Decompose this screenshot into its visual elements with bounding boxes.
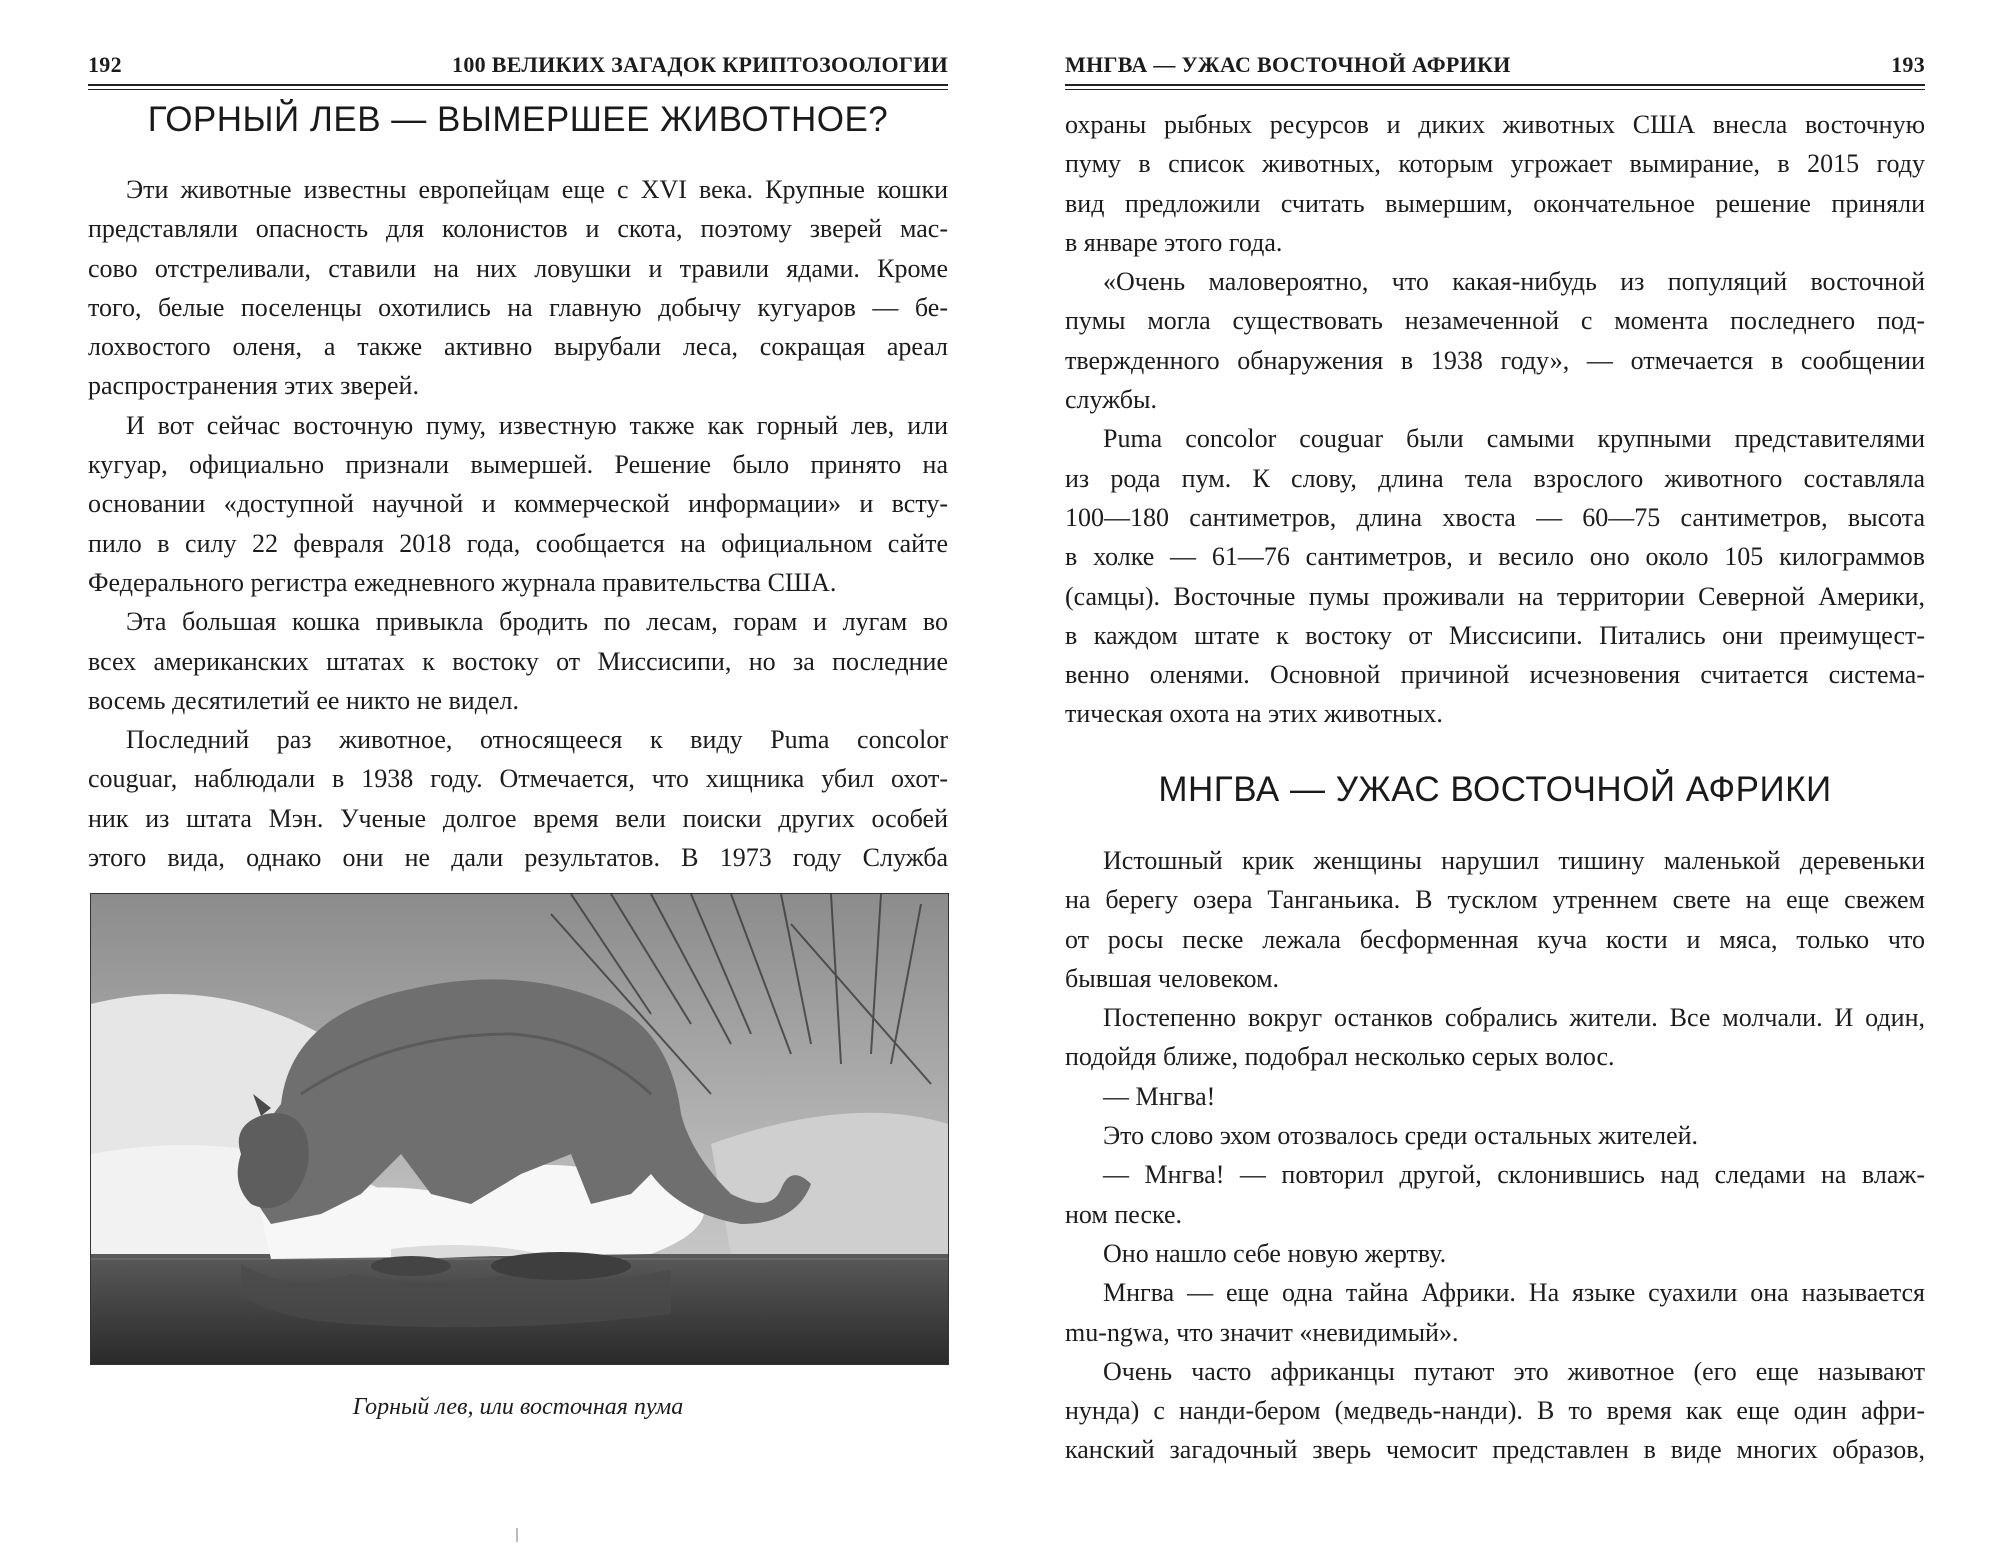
text-line: от росы песке лежала бесформенная куча кости и мяса, только что [1065, 924, 1925, 954]
text-line: Федерального регистра ежедневного журнала правительства США. [88, 567, 837, 597]
text-line: канский загадочный зверь чемосит представлен в виде многих образов, [1065, 1435, 1925, 1465]
running-head-right [1065, 48, 1925, 88]
running-title-left: 100 ВЕЛИКИХ ЗАГАДОК КРИПТОЗООЛОГИИ [452, 52, 948, 77]
header-rule-thin [88, 89, 948, 90]
text-line: Оно нашло себе новую жертву. [1103, 1238, 1447, 1268]
text-line: восемь десятилетий ее никто не видел. [88, 685, 519, 715]
text-line: представляли опасность для колонистов и скота, поэтому зверей мас- [88, 214, 948, 244]
text-line: ник из штата Мэн. Ученые долгое время вели поиски других особей [88, 803, 948, 833]
text-line: пило в силу 22 февраля 2018 года, сообщается на официальном сайте [88, 528, 948, 558]
text-line: Puma concolor couguar были самыми крупными представителями [1103, 424, 1925, 454]
text-line: из рода пум. К слову, длина тела взрослого животного составляла [1065, 463, 1925, 493]
page-number-right: 193 [1891, 52, 1925, 77]
text-line: Истошный крик женщины нарушил тишину маленькой деревеньки [1103, 846, 1925, 875]
puma-illustration [91, 894, 948, 1364]
text-line: твержденного обнаружения в 1938 году», — отмечается в сообщении [1065, 345, 1925, 375]
text-line: И вот сейчас восточную пуму, известную также как горный лев, или [126, 410, 948, 440]
text-line: «Очень маловероятно, что какая-нибудь из популяций восточной [1103, 267, 1925, 297]
text-line: сово отстреливали, ставили на них ловушки и травили ядами. Кроме [88, 253, 948, 283]
text-line: ном песке. [1065, 1199, 1183, 1229]
text-line: подойдя ближе, подобрал несколько серых волос. [1065, 1042, 1615, 1072]
section-heading-mountain-lion: ГОРНЫЙ ЛЕВ — ВЫМЕРШЕЕ ЖИВОТНОЕ? [147, 100, 889, 139]
running-title-right: МНГВА — УЖАС ВОСТОЧНОЙ АФРИКИ [1065, 52, 1511, 77]
text-line: — Мнгва! [1103, 1081, 1216, 1111]
text-line: — Мнгва! — повторил другой, склонившись над следами на влаж- [1103, 1160, 1925, 1190]
text-line: Эта большая кошка привыкла бродить по лесам, горам и лугам во [126, 607, 948, 637]
text-line: охраны рыбных ресурсов и диких животных США внесла восточную [1065, 110, 1925, 139]
text-line: Это слово эхом отозвалось среди остальных жителей. [1103, 1121, 1699, 1151]
text-line: Последний раз животное, относящееся к виду Puma concolor [126, 725, 948, 755]
header-rule [88, 84, 948, 86]
text-line: couguar, наблюдали в 1938 году. Отмечается, что хищника убил охот- [88, 764, 948, 794]
text-line: службы. [1065, 385, 1157, 415]
text-line: mu-ngwa, что значит «невидимый». [1065, 1317, 1459, 1347]
text-line: лохвостого оленя, а также активно вырубали леса, сокращая ареал [88, 332, 948, 362]
text-line: Постепенно вокруг останков собрались жители. Все молчали. И один, [1103, 1003, 1925, 1033]
page-mark [516, 1528, 518, 1542]
text-line: нунда) с нанди-бером (медведь-нанди). В то время как еще один афри- [1065, 1396, 1925, 1426]
text-line: вид предложили считать вымершим, окончательное решение приняли [1065, 188, 1925, 218]
text-line: тическая охота на этих животных. [1065, 699, 1443, 729]
text-line: в холке — 61—76 сантиметров, и весило оно около 105 килограммов [1065, 542, 1925, 572]
section-heading-mngwa: МНГВА — УЖАС ВОСТОЧНОЙ АФРИКИ [1158, 770, 1832, 809]
text-line: Очень часто африканцы путают это животное (его еще называют [1103, 1356, 1925, 1386]
header-rule [1065, 84, 1925, 86]
puma-photo [90, 893, 949, 1365]
text-line: пумы могла существовать незамеченной с момента последнего под- [1065, 306, 1925, 336]
body-text-right-top [1065, 105, 1925, 734]
text-line: пуму в список животных, которым угрожает вымирание, в 2015 году [1065, 149, 1925, 179]
header-rule-thin [1065, 89, 1925, 90]
text-line: того, белые поселенцы охотились на главную добычу кугуаров — бе- [88, 292, 948, 322]
text-line: этого вида, однако они не дали результатов. В 1973 году Служба [88, 843, 948, 873]
text-line: (самцы). Восточные пумы проживали на территории Северной Америки, [1065, 581, 1925, 611]
text-line: бывшая человеком. [1065, 963, 1280, 993]
body-text-left [88, 170, 948, 877]
text-line: кугуар, официально признали вымершей. Решение было принято на [88, 450, 948, 480]
left-page [88, 0, 948, 1558]
photo-caption: Горный лев, или восточная пума [352, 1394, 684, 1420]
running-head-left [88, 48, 948, 88]
text-line: 100—180 сантиметров, длина хвоста — 60—75 сантиметров, высота [1065, 502, 1925, 532]
right-page [1065, 0, 1925, 1558]
page-number-left: 192 [88, 52, 122, 77]
text-line: на берегу озера Танганьика. В тусклом утреннем свете на еще свежем [1065, 885, 1925, 915]
text-line: основании «доступной научной и коммерческой информации» и всту- [88, 489, 948, 519]
text-line: всех американских штатах к востоку от Миссисипи, но за последние [88, 646, 948, 676]
text-line: венно оленями. Основной причиной исчезновения считается система- [1065, 660, 1925, 690]
text-line: Эти животные известны европейцам еще с XVI века. Крупные кошки [126, 175, 948, 204]
text-line: в каждом штате к востоку от Миссисипи. Питались они преимущест- [1065, 620, 1925, 650]
text-line: Мнгва — еще одна тайна Африки. На языке суахили она называется [1103, 1278, 1925, 1308]
text-line: распространения этих зверей. [88, 371, 419, 401]
text-line: в январе этого года. [1065, 227, 1283, 257]
body-text-right-bottom [1065, 841, 1925, 1470]
